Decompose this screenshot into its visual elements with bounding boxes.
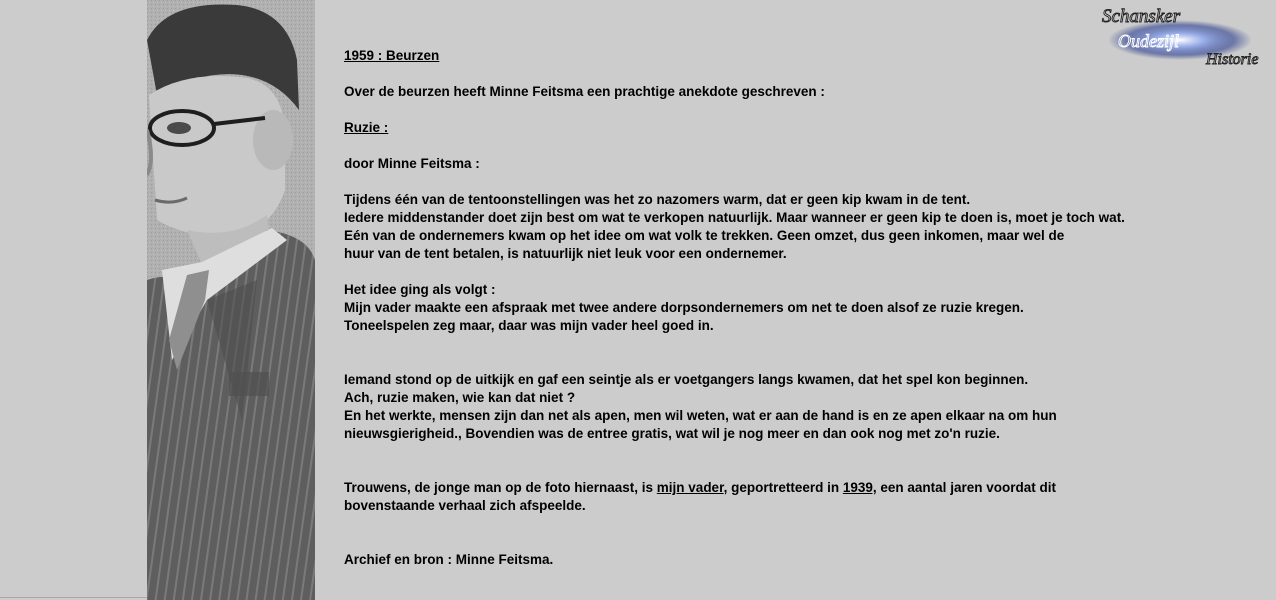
paragraph-line: Iemand stond op de uitkijk en gaf een seintje als er voetgangers langs kwamen, dat het spel kon beginnen. xyxy=(344,372,1029,387)
portrait-photo xyxy=(147,0,315,600)
logo-text-3: Historie xyxy=(1206,51,1259,68)
p4-text-1: Trouwens, de jonge man op de foto hiernaast, is xyxy=(344,480,657,495)
link-1939[interactable]: 1939, xyxy=(842,480,877,495)
paragraph-line: huur van de tent betalen, is natuurlijk niet leuk voor een ondernemer. xyxy=(344,246,787,261)
bottom-divider xyxy=(0,597,147,598)
article xyxy=(344,47,1244,569)
article-intro: Over de beurzen heeft Minne Feitsma een prachtige anekdote geschreven : xyxy=(344,84,825,99)
p4-text-2: , geportretteerd in xyxy=(723,480,843,495)
article-byline: door Minne Feitsma : xyxy=(344,156,480,171)
portrait-photo-drawing xyxy=(147,0,315,600)
site-logo[interactable] xyxy=(1098,2,1270,68)
article-subtitle: Ruzie : xyxy=(344,120,389,135)
link-mijn-vader[interactable]: mijn vader xyxy=(656,480,724,495)
paragraph-line: Eén van de ondernemers kwam op het idee om wat volk te trekken. Geen omzet, dus geen inkomen, maar wel de xyxy=(344,228,1065,243)
paragraph-line: Toneelspelen zeg maar, daar was mijn vader heel goed in. xyxy=(344,318,714,333)
paragraph-line: Iedere middenstander doet zijn best om wat te verkopen natuurlijk. Maar wanneer er geen kip te doen is, moet je toch wat. xyxy=(344,210,1125,225)
logo-text-2: Oudezijl xyxy=(1118,31,1179,51)
paragraph-line: En het werkte, mensen zijn dan net als apen, men wil weten, wat er aan de hand is en ze apen elkaar na om hun xyxy=(344,408,1057,423)
paragraph-line: Het idee ging als volgt : xyxy=(344,282,496,297)
paragraph-line: Tijdens één van de tentoonstellingen was het zo nazomers warm, dat er geen kip kwam in de tent. xyxy=(344,192,971,207)
logo-text-1: Schansker xyxy=(1102,6,1181,27)
paragraph-line: nieuwsgierigheid., Bovendien was de entree gratis, wat wil je nog meer en dan ook nog met zo'n ruzie. xyxy=(344,426,1000,441)
p4-text-3: een aantal jaren voordat dit xyxy=(876,480,1056,495)
article-title: 1959 : Beurzen xyxy=(344,48,440,63)
source-credit: Archief en bron : Minne Feitsma. xyxy=(344,552,554,567)
paragraph-line: Ach, ruzie maken, wie kan dat niet ? xyxy=(344,390,576,405)
paragraph-line xyxy=(344,479,1244,497)
paragraph-line: Mijn vader maakte een afspraak met twee andere dorpsondernemers om net te doen alsof ze ruzie kregen. xyxy=(344,300,1024,315)
paragraph-line: bovenstaande verhaal zich afspeelde. xyxy=(344,498,586,513)
